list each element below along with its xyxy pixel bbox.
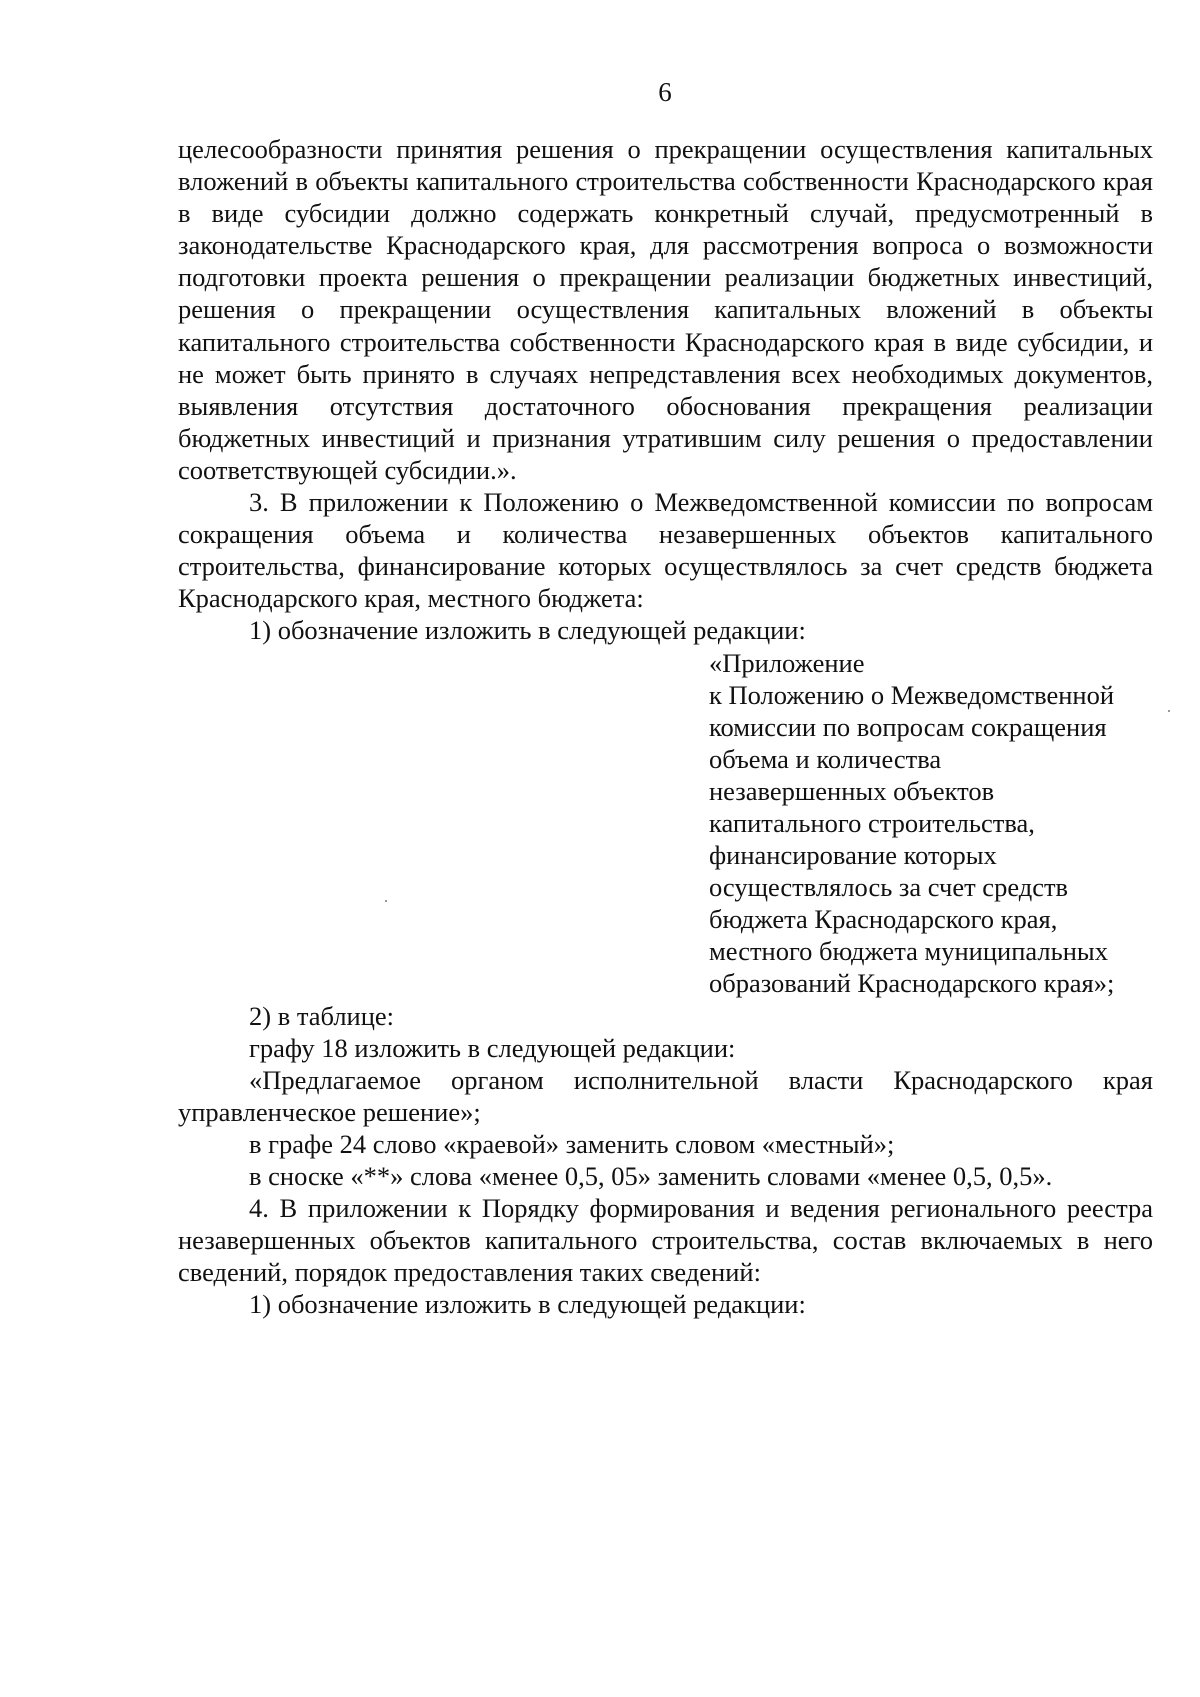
appendix-line: финансирование которых bbox=[709, 840, 997, 871]
scan-speck bbox=[385, 900, 387, 902]
paragraph-subitem-2: 2) в таблице: bbox=[249, 1000, 395, 1031]
appendix-line: к Положению о Межведомственной bbox=[709, 679, 1115, 710]
appendix-line: местного бюджета муниципальных bbox=[709, 936, 1108, 967]
paragraph-column-24: в графе 24 слово «краевой» заменить словом «местный»; bbox=[249, 1128, 895, 1159]
appendix-line: образований Краснодарского края»; bbox=[709, 968, 1115, 999]
paragraph-subitem-1-second: 1) обозначение изложить в следующей редакции: bbox=[249, 1289, 806, 1320]
paragraph-quote-decision: «Предлагаемое органом исполнительной власти Краснодарского края управленческое решение»; bbox=[178, 1064, 1153, 1127]
paragraph-subitem-1: 1) обозначение изложить в следующей редакции: bbox=[249, 615, 806, 646]
appendix-line: комиссии по вопросам сокращения bbox=[709, 711, 1107, 742]
document-body bbox=[178, 133, 1153, 1320]
appendix-line: «Приложение bbox=[709, 647, 865, 678]
paragraph-continuation: целесообразности принятия решения о прекращении осуществления капитальных вложений в объекты капитального строительства собственности Краснодарского края в виде субсидии должно содержать конкретный случай, предусмотренный в законодательстве Краснодарского края, для рассмотрения вопроса о возможности подготовки проекта решения о прекращении реализации бюджетных инвестиций, решения о прекращении осуществления капитальных вложений в объекты капитального строительства собственности Краснодарского края в виде субсидии, и не может быть принято в случаях непредставления всех необходимых документов, выявления отсутствия достаточного обоснования прекращения реализации бюджетных инвестиций и признания утратившим силу решения о предоставлении соответствующей субсидии.». bbox=[178, 134, 1153, 485]
appendix-line: объема и количества bbox=[709, 743, 942, 774]
appendix-line: капитального строительства, bbox=[709, 807, 1035, 838]
appendix-designation bbox=[709, 647, 1154, 1000]
appendix-line: бюджета Краснодарского края, bbox=[709, 904, 1058, 935]
paragraph-item-3: 3. В приложении к Положению о Межведомственной комиссии по вопросам сокращения объема и количества незавершенных объектов капитального строительства, финансирование которых осуществлялось за счет средств бюджета Краснодарского края, местного бюджета: bbox=[178, 487, 1153, 614]
appendix-line: незавершенных объектов bbox=[709, 775, 995, 806]
appendix-line: осуществлялось за счет средств bbox=[709, 872, 1069, 903]
paragraph-footnote: в сноске «**» слова «менее 0,5, 05» заменить словами «менее 0,5, 0,5». bbox=[249, 1161, 1053, 1191]
page-number: 6 bbox=[658, 77, 672, 107]
paragraph-item-4: 4. В приложении к Порядку формирования и ведения регионального реестра незавершенных объектов капитального строительства, состав включаемых в него сведений, порядок предоставления таких сведений: bbox=[178, 1193, 1153, 1288]
scan-speck bbox=[1168, 710, 1170, 712]
paragraph-column-18: графу 18 изложить в следующей редакции: bbox=[249, 1032, 736, 1063]
